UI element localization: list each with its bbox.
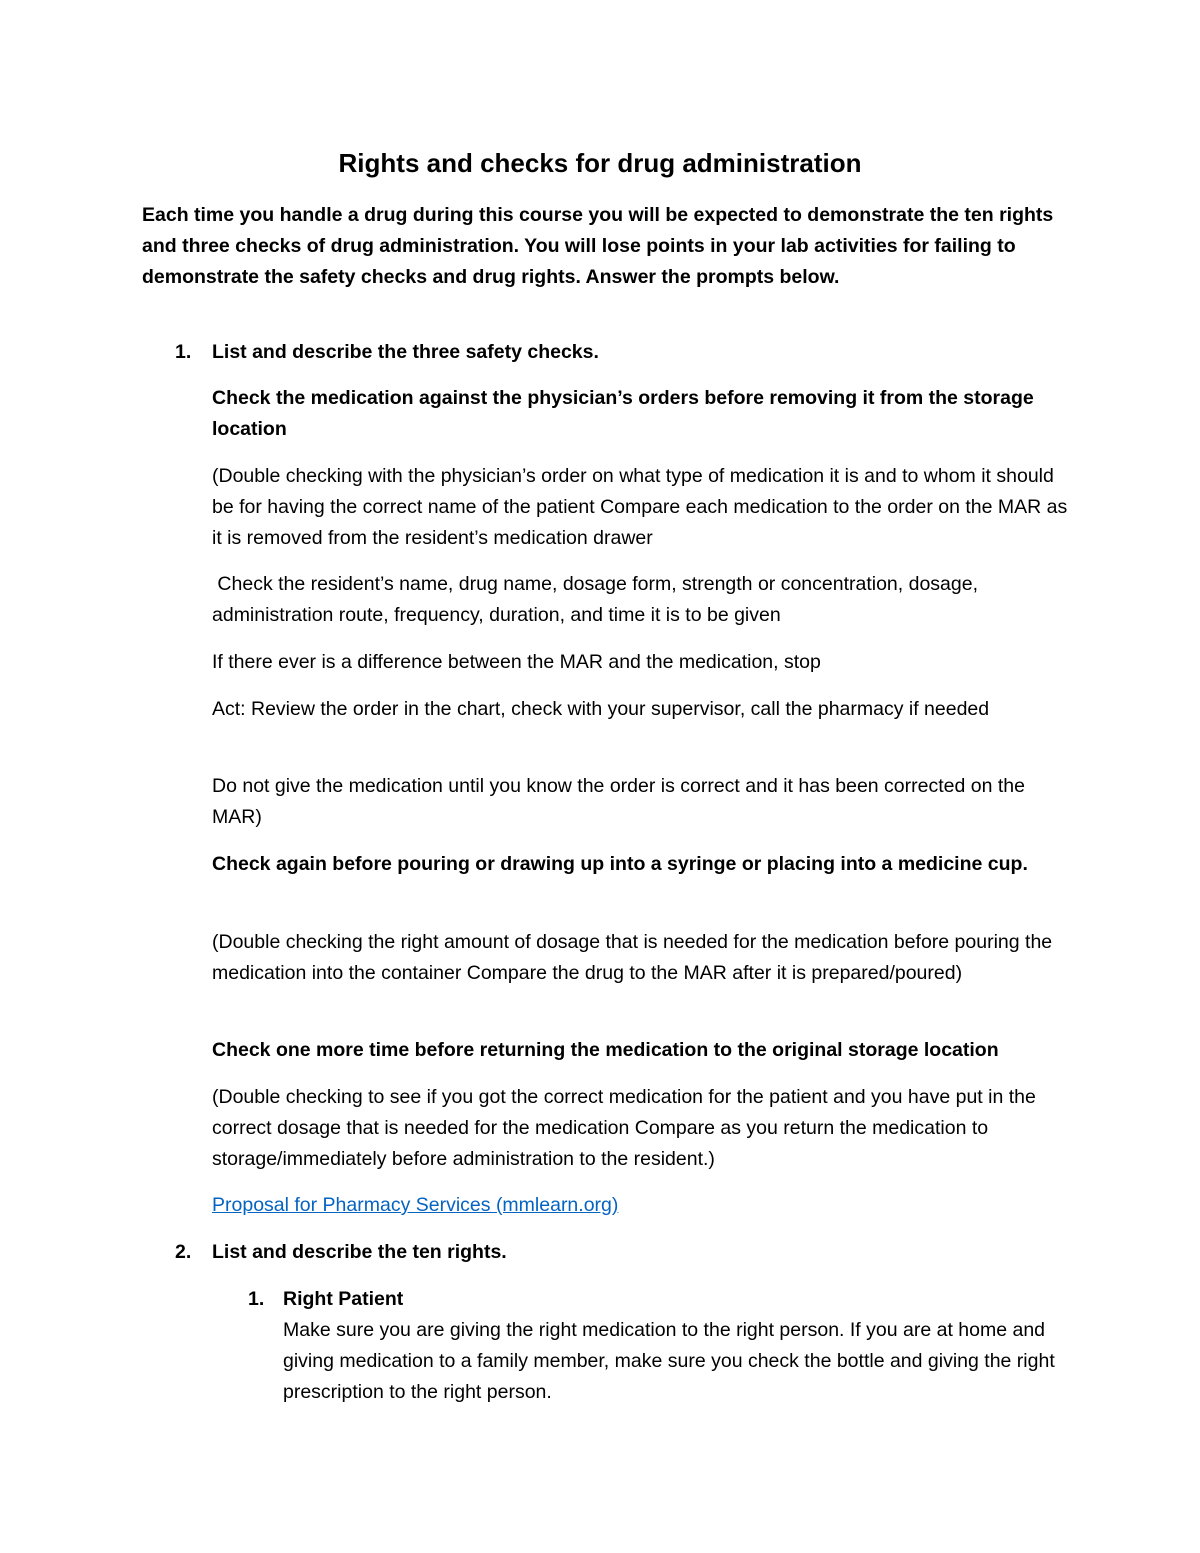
prompt-2-heading: List and describe the ten rights. (212, 1241, 507, 1263)
document-title: Rights and checks for drug administration (338, 148, 862, 178)
check-1-details: Check the resident’s name, drug name, dosage form, strength or concentration, dosage, administration route, frequency, duration, and time it is to be given (212, 573, 984, 626)
check-1-act-note: Act: Review the order in the chart, check with your supervisor, call the pharmacy if needed (212, 698, 990, 720)
prompt-2-number: 2. (175, 1241, 192, 1263)
prompt-1-number: 1. (175, 341, 192, 363)
right-1-title: Right Patient (283, 1288, 404, 1310)
check-2-explanation: (Double checking the right amount of dosage that is needed for the medication before pouring the medication into the container Compare the drug to the MAR after it is prepared/poured) (212, 931, 1053, 984)
check-1-stop-note: If there ever is a difference between the MAR and the medication, stop (212, 651, 821, 673)
pharmacy-services-link[interactable]: Proposal for Pharmacy Services (mmlearn.org) (212, 1194, 619, 1216)
check-3-explanation: (Double checking to see if you got the correct medication for the patient and you have put in the correct dosage that is needed for the medication Compare as you return the medication to storage/immediately before administration to the resident.) (212, 1086, 1036, 1170)
right-1-description: Make sure you are giving the right medication to the right person. If you are at home and giving medication to a family member, make sure you check the bottle and giving the right prescription to the right person. (283, 1319, 1055, 1403)
check-1-explanation: (Double checking with the physician’s order on what type of medication it is and to whom it should be for having the correct name of the patient Compare each medication to the order on the MAR as it is removed from the resident’s medication drawer (212, 465, 1068, 549)
intro-paragraph: Each time you handle a drug during this course you will be expected to demonstrate the ten rights and three checks of drug administration. You will lose points in your lab activities for failing to demonstrate the safety checks and drug rights. Answer the prompts below. (142, 204, 1054, 288)
safety-check-3: Check one more time before returning the medication to the original storage location (212, 1039, 999, 1061)
right-1-number: 1. (248, 1288, 265, 1310)
right-1-item (283, 1284, 1073, 1408)
safety-check-2: Check again before pouring or drawing up into a syringe or placing into a medicine cup. (212, 853, 1028, 875)
safety-check-1: Check the medication against the physician’s orders before removing it from the storage location (212, 387, 1034, 440)
check-1-do-not-give-note: Do not give the medication until you know the order is correct and it has been corrected on the MAR) (212, 775, 1025, 828)
prompt-1-heading: List and describe the three safety checks. (212, 341, 599, 363)
